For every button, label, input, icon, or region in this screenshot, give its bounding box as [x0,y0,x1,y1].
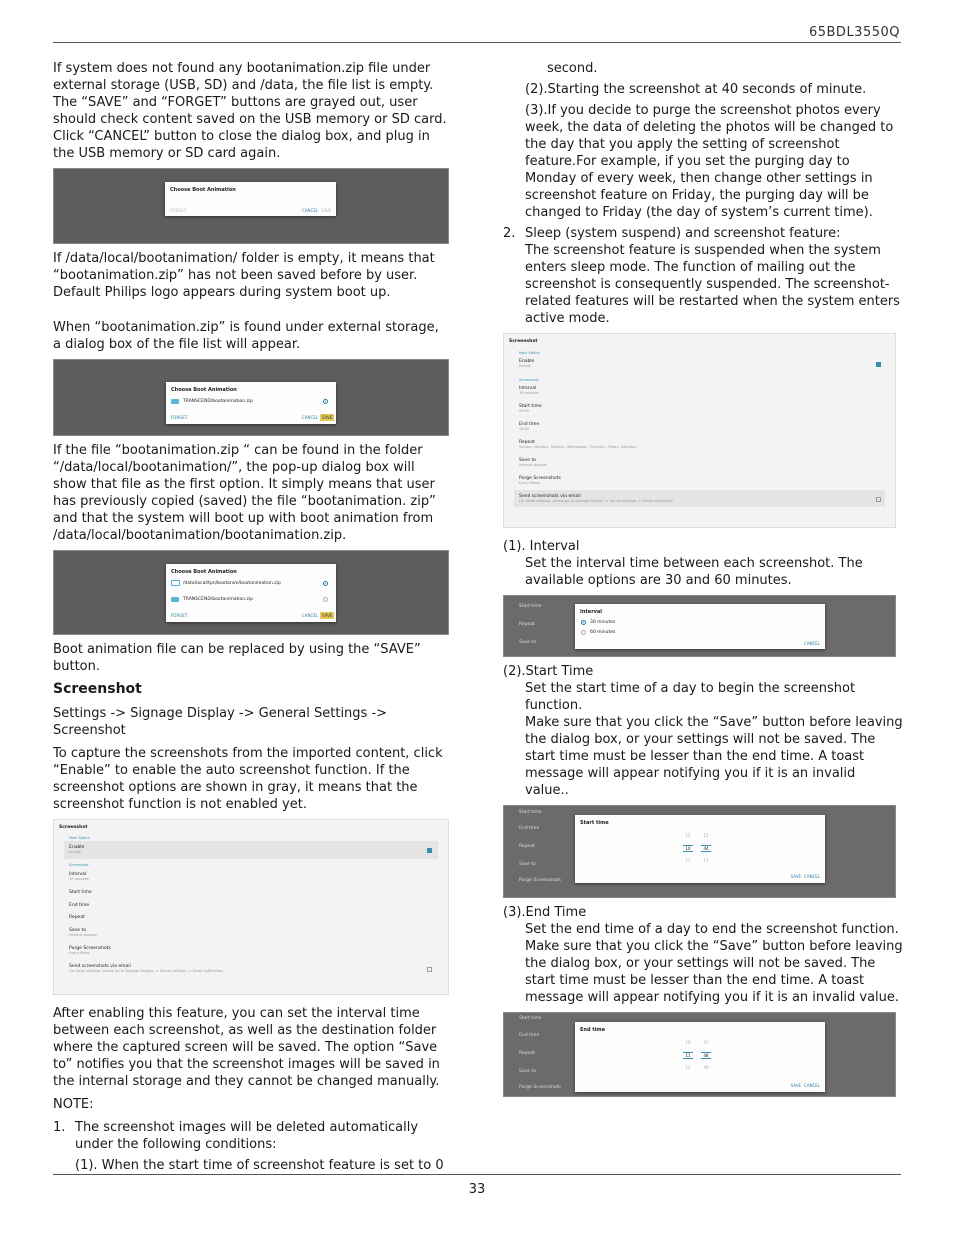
save-button[interactable]: SAVE [321,208,332,213]
dialog-title: Start time [580,820,609,826]
header-rule [53,42,901,43]
hour-prev[interactable]: 15 [685,833,691,838]
minute-prev[interactable]: 15 [703,833,709,838]
email-checkbox[interactable] [427,967,432,972]
bg-save-to-row: Save to [519,862,536,867]
hour-selected[interactable]: 10 [683,845,693,852]
forget-button[interactable]: FORGET [171,415,188,420]
dialog-title: Choose Boot Animation [171,387,237,393]
interval-row[interactable]: Interval 30 minutes [519,386,539,395]
usb-drive-icon [171,399,179,404]
bg-save-to-row: Save to [519,640,536,645]
enable-row[interactable]: Enable Enable [519,359,535,368]
hour-selected[interactable]: 11 [683,1052,693,1059]
bg-repeat-row: Repeat [519,844,535,849]
hour-prev[interactable]: 10 [685,1040,691,1045]
end-time-row[interactable]: End time [69,903,90,908]
screenshot-two-files [53,550,449,635]
save-button[interactable]: SAVE [322,415,333,420]
note-label: NOTE: [53,1097,94,1112]
paragraph-folder-first: If the file “bootanimation.zip “ can be found in the folder “/data/local/bootanimation/”, the pop-up dialog box will show that file as the first option. It simply means that user has previously copied (saved) the file “bootanimation. zip” and that the system will boot up with boot animation from /data/local/bootanimation/bootanimation.zip. [53,443,436,543]
screenshot-settings-panel [53,819,449,995]
bg-repeat-row: Repeat [519,622,535,627]
paragraph-no-file: If system does not found any bootanimation.zip file under external storage (USB, SD) and /data, the file list is empty. The “SAVE” and “FORGET” buttons are grayed out, user should check content saved on the USB memory or SD card. Click “CANCEL” button to close the dialog box, and plug in the USB memory or SD card again. [53,61,447,161]
minute-selected[interactable]: 48 [701,1052,711,1059]
start-time-heading: (2).Start Time [503,664,594,679]
screenshot-section: Screenshot [69,863,89,867]
boot-animation-dialog [165,182,336,216]
dialog-title: Choose Boot Animation [171,569,237,575]
note-item-1: 1. The screenshot images will be deleted automatically under the following conditions: [53,1120,419,1152]
enable-checkbox[interactable] [876,362,881,367]
cancel-button[interactable]: CANCEL [803,874,820,879]
minute-next[interactable]: 17 [703,858,709,863]
paragraph-empty-folder: If /data/local/bootanimation/ folder is empty, it means that “bootanimation.zip” has not been saved before by user. Default Philips logo appears during system boot up. [53,251,435,300]
end-time-row[interactable]: End time 18:00 [519,422,540,431]
boot-animation-dialog [166,564,336,622]
bg-purge-row: Purge Screenshots [519,1085,561,1090]
start-time-row[interactable]: Start time 06:00 [519,404,542,413]
file-option-usb[interactable]: TRANSCEND/bootanimation.zip [183,597,253,602]
radio-unselected-icon[interactable] [323,597,328,602]
forget-button[interactable]: FORGET [171,613,188,618]
purge-row[interactable]: Purge Screenshots Every Week [69,946,111,955]
bg-save-to-row: Save to [519,1069,536,1074]
section-heading: Screenshot [53,681,142,697]
email-row[interactable]: Send screenshots via email For email settings, please go to Signage Display -> Server settings -> Email notification [69,964,224,973]
dialog-title: Choose Boot Animation [170,187,236,193]
panel-title: Screenshot [59,825,88,830]
note-item-1-2: (2).Starting the screenshot at 40 seconds of minute. [525,82,867,97]
end-time-heading: (3).End Time [503,905,587,920]
continued-text: second. [547,61,598,76]
main-switch-section: Main Switch [69,836,91,840]
panel-title: Screenshot [509,339,538,344]
cancel-button[interactable]: CANCEL [302,208,319,213]
note-item-1-1: (1). When the start time of screenshot feature is set to 0 [75,1158,444,1173]
minute-next[interactable]: 49 [703,1065,709,1070]
option-60-minutes[interactable]: 60 minutes [590,630,616,635]
bg-end-time-row: End time [519,826,540,831]
main-switch-section: Main Switch [519,351,541,355]
paragraph-file-found: When “bootanimation.zip” is found under external storage, a dialog box of the file list will appear. [53,320,439,352]
page-number: 33 [468,1182,486,1197]
repeat-row[interactable]: Repeat [69,915,85,920]
screenshot-file-list [53,359,449,436]
file-option[interactable]: TRANSCEND/bootanimation.zip [183,399,253,404]
radio-selected-icon[interactable] [323,399,328,404]
paragraph-replace: Boot animation file can be replaced by using the “SAVE” button. [53,642,421,674]
note-item-1-3: (3).If you decide to purge the screenshot photos every week, the data of deleting the photos will be changed to the day that you apply the setting of screenshot feature.For example, if you set the purging day to Monday of every week, then change other settings in screenshot feature on Friday, the purging day will be changed to Friday (the day of system’s current time). [525,103,894,220]
interval-body: Set the interval time between each screenshot. The available options are 30 and 60 minutes. [525,556,863,588]
dialog-title: End time [580,1027,605,1033]
bg-start-time-row: Start time [519,810,542,815]
right-column [503,60,903,1103]
screenshot-empty-list [53,168,449,244]
start-time-dialog [575,815,825,883]
end-time-body: Set the end time of a day to end the screenshot function. Make sure that you click the “Save” button before leaving the dialog box, or your settings will not be saved. The start time must be lesser than the end time. A toast message will appear notifying you if it is an invalid value. [525,922,903,1005]
interval-dialog-screenshot [503,595,896,657]
start-time-row[interactable]: Start time [69,890,92,895]
repeat-row[interactable]: Repeat Sunday, Monday, Tuesday, Wednesday, Thursday, Friday, Saturday [519,440,637,449]
cancel-button[interactable]: CANCEL [803,1083,820,1088]
left-column [53,60,449,1174]
save-to-row[interactable]: Save to Internal storage [69,928,97,937]
end-time-dialog [575,1022,825,1092]
document-model: 65BDL3550Q [808,25,900,40]
radio-unselected-icon[interactable] [581,630,586,635]
bg-end-time-row: End time [519,1033,540,1038]
dialog-title: Interval [580,609,603,615]
footer-rule [53,1174,901,1175]
cancel-button[interactable]: CANCEL [302,415,319,420]
minute-selected[interactable]: 44 [701,845,711,852]
purge-row[interactable]: Purge Screenshots Every Week [519,476,561,485]
save-button[interactable]: SAVE [790,1083,801,1088]
option-30-minutes[interactable]: 30 minutes [590,620,616,625]
enable-row[interactable]: Enable Enable [69,845,85,854]
forget-button[interactable]: FORGET [170,208,187,213]
interval-heading: (1). Interval [503,539,580,554]
settings-path: Settings -> Signage Display -> General Settings -> Screenshot [53,706,388,738]
boot-animation-dialog [166,382,336,424]
file-option-data[interactable]: /data/local/tpn/bootanim/bootanimation.zip [183,581,281,586]
minute-prev[interactable]: 47 [703,1040,709,1045]
save-to-row[interactable]: Save to Internal storage [519,458,547,467]
email-checkbox[interactable] [876,497,881,502]
bg-start-time-row: Start time [519,1016,542,1021]
usb-drive-icon [171,597,179,602]
cancel-button[interactable]: CANCEL [803,641,820,646]
enable-checkbox[interactable] [427,848,432,853]
bg-start-time-row: Start time [519,604,542,609]
folder-icon [171,580,180,586]
interval-dialog [575,604,825,649]
start-time-body: Set the start time of a day to begin the screenshot function. Make sure that you click the “Save” button before leaving the dialog box, or your settings will not be saved. The start time must be lesser than the end time. A toast message will appear notifying you if it is an invalid value.. [525,681,903,798]
bg-repeat-row: Repeat [519,1051,535,1056]
cancel-button[interactable]: CANCEL [302,613,319,618]
note-item-2-body: The screenshot feature is suspended when the system enters sleep mode. The function of mailing out the screenshot is consequently suspended. The screenshot-related features will be restarted when the system enters active mode. [525,243,900,326]
save-button[interactable]: SAVE [790,874,801,879]
email-row[interactable]: Send screenshots via email For email settings, please go to Signage Display -> Server settings -> Email notification [519,494,674,503]
interval-row[interactable]: Interval 30 minutes [69,872,89,881]
end-time-dialog-screenshot [503,1012,896,1097]
radio-selected-icon[interactable] [581,620,586,625]
bg-purge-row: Purge Screenshots [519,878,561,883]
hour-next[interactable]: 12 [685,1065,691,1070]
note-item-2: 2. Sleep (system suspend) and screenshot feature: [503,226,841,241]
start-time-dialog-screenshot [503,805,896,898]
screenshot-settings-panel-enabled [503,333,896,528]
hour-next[interactable]: 11 [685,858,691,863]
radio-selected-icon[interactable] [323,581,328,586]
save-button[interactable]: SAVE [322,613,333,618]
screenshot-section: Screenshot [519,378,539,382]
enable-row-highlight [64,841,438,859]
paragraph-enable: To capture the screenshots from the imported content, click “Enable” to enable the auto screenshot function. If the screenshot options are shown in gray, it means that the screenshot function is not enabled yet. [53,746,443,812]
paragraph-interval-dest: After enabling this feature, you can set the interval time between each screenshot, as well as the destination folder where the captured screen will be saved. The option “Save to” notifies you that the screenshot images will be saved in the internal storage and they cannot be changed manually. [53,1006,440,1089]
